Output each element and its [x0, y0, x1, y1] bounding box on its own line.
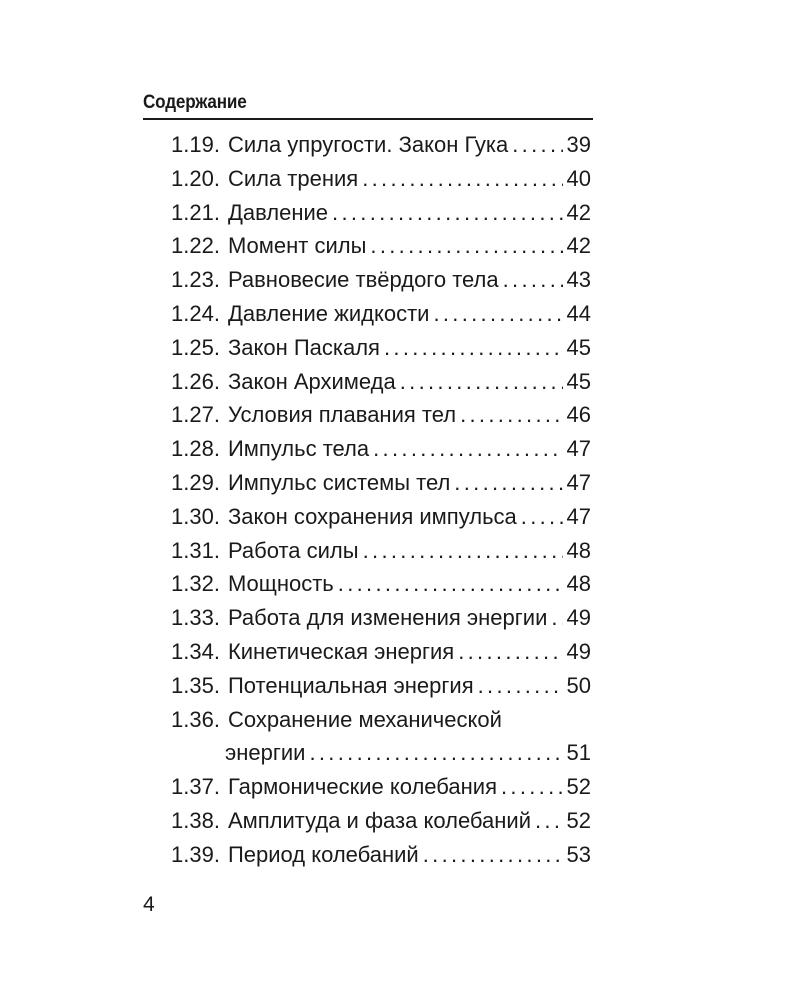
- toc-entry-line: [171, 534, 591, 568]
- toc-entry-title: Потенциальная энергия: [227, 672, 474, 698]
- toc-entry-page: 52: [566, 807, 591, 833]
- toc-entry-page: 50: [566, 672, 591, 698]
- toc-entry-page: 53: [566, 841, 591, 867]
- running-header: [143, 90, 593, 120]
- toc-entry-number: 1.27.: [171, 402, 220, 428]
- toc-entry-line: [171, 736, 591, 770]
- toc-entry-number: 1.22.: [171, 233, 220, 259]
- toc-entry-line: [171, 669, 591, 703]
- toc-entry-number: 1.29.: [171, 469, 220, 495]
- toc-entry-number: 1.26.: [171, 368, 220, 394]
- toc-entry-title: Сила трения: [227, 165, 359, 191]
- toc-entry-number: 1.19.: [171, 132, 220, 157]
- dot-leader: [400, 365, 563, 399]
- toc-entry[interactable]: [171, 838, 591, 872]
- toc-entry-number: 1.38.: [171, 807, 220, 833]
- toc-entry-title: Равновесие твёрдого тела: [227, 267, 499, 293]
- toc-entry-number: 1.31.: [171, 537, 220, 563]
- toc-entry-page: 49: [566, 638, 591, 664]
- dot-leader: [309, 736, 562, 770]
- toc-entry-page: 48: [566, 537, 591, 563]
- page-number: 4: [143, 893, 155, 916]
- toc-entry[interactable]: [171, 567, 591, 601]
- toc-entry-line: [171, 365, 591, 399]
- toc-entry-page: 43: [566, 267, 591, 293]
- dot-leader: [454, 466, 562, 500]
- toc-entry-number: 1.33.: [171, 605, 220, 631]
- toc-entry-title: Гармонические колебания: [227, 774, 497, 800]
- toc-entry[interactable]: [171, 263, 591, 297]
- dot-leader: [478, 669, 563, 703]
- toc-entry-title: Сила упругости. Закон Гука: [227, 132, 509, 157]
- toc-entry-page: 47: [566, 503, 591, 529]
- toc-entry-line: [171, 398, 591, 432]
- toc-entry[interactable]: [171, 601, 591, 635]
- toc-entry-line: [171, 703, 591, 737]
- toc-entry-title: Закон сохранения импульса: [227, 503, 517, 529]
- toc-entry[interactable]: [171, 297, 591, 331]
- dot-leader: [373, 432, 562, 466]
- dot-leader: [423, 838, 563, 872]
- toc-entry-title: Сохранение механической: [227, 706, 502, 732]
- toc-entry-page: 44: [566, 300, 591, 326]
- toc-entry[interactable]: [171, 635, 591, 669]
- toc-entry-title: Мощность: [227, 571, 334, 597]
- toc-entry-line: [171, 162, 591, 196]
- toc-entry-page: 40: [566, 165, 591, 191]
- toc-entry-line: [171, 770, 591, 804]
- dot-leader: [521, 500, 563, 534]
- toc-entry[interactable]: [171, 534, 591, 568]
- toc-entry-line: [171, 804, 591, 838]
- dot-leader: [363, 534, 563, 568]
- toc-entry-title: Кинетическая энергия: [227, 638, 455, 664]
- toc-entry-number: 1.28.: [171, 436, 220, 462]
- toc-entry-title-continued: энергии: [225, 740, 306, 766]
- toc-entry-title: Работа силы: [227, 537, 359, 563]
- toc-entry-page: 52: [566, 774, 591, 800]
- toc-entry-line: [171, 567, 591, 601]
- toc-entry[interactable]: [171, 466, 591, 500]
- toc-entry-page: 45: [566, 368, 591, 394]
- dot-leader: [370, 229, 562, 263]
- toc-entry-page: 46: [566, 402, 591, 428]
- toc-entry[interactable]: [171, 229, 591, 263]
- toc-entry-line: [171, 601, 591, 635]
- toc-entry[interactable]: [171, 703, 591, 771]
- dot-leader: [338, 567, 563, 601]
- dot-leader: [535, 804, 563, 838]
- dot-leader: [460, 398, 562, 432]
- toc-entry-page: 47: [566, 469, 591, 495]
- toc-entry[interactable]: [171, 162, 591, 196]
- toc-entry-page: 45: [566, 334, 591, 360]
- toc-entry[interactable]: [171, 804, 591, 838]
- toc-entry-title: Закон Паскаля: [227, 334, 380, 360]
- toc-entry-number: 1.30.: [171, 503, 220, 529]
- toc-entry-number: 1.35.: [171, 672, 220, 698]
- toc-entry-title: Работа для изменения энергии: [227, 605, 548, 631]
- toc-entry-line: [171, 263, 591, 297]
- toc-entry-number: 1.25.: [171, 334, 220, 360]
- toc-entry-number: 1.36.: [171, 706, 220, 732]
- table-of-contents: [171, 128, 591, 872]
- toc-entry-page: 42: [566, 199, 591, 225]
- toc-entry[interactable]: [171, 398, 591, 432]
- dot-leader: [384, 331, 563, 365]
- toc-entry-number: 1.37.: [171, 774, 220, 800]
- toc-entry-title: Давление жидкости: [227, 300, 430, 326]
- toc-entry[interactable]: [171, 196, 591, 230]
- toc-entry-line: [171, 297, 591, 331]
- toc-entry-line: [171, 128, 591, 162]
- toc-entry-number: 1.24.: [171, 300, 220, 326]
- toc-entry[interactable]: [171, 331, 591, 365]
- toc-entry-page: 42: [566, 233, 591, 259]
- header-title: Содержание: [143, 92, 247, 113]
- toc-entry-line: [171, 838, 591, 872]
- dot-leader: [433, 297, 562, 331]
- toc-entry-number: 1.21.: [171, 199, 220, 225]
- toc-entry[interactable]: [171, 128, 591, 162]
- toc-entry-page: 48: [566, 571, 591, 597]
- toc-entry-line: [171, 432, 591, 466]
- toc-entry[interactable]: [171, 365, 591, 399]
- toc-entry-title: Период колебаний: [227, 841, 419, 867]
- toc-entry-number: 1.34.: [171, 638, 220, 664]
- toc-entry-title: Условия плавания тел: [227, 402, 457, 428]
- toc-entry-number: 1.39.: [171, 841, 220, 867]
- toc-entry-title: Закон Архимеда: [227, 368, 396, 394]
- toc-entry-line: [171, 635, 591, 669]
- toc-entry-page: 47: [566, 436, 591, 462]
- toc-entry-number: 1.23.: [171, 267, 220, 293]
- toc-entry-line: [171, 466, 591, 500]
- toc-entry-line: [171, 500, 591, 534]
- toc-entry-title: Импульс системы тел: [227, 469, 451, 495]
- toc-entry[interactable]: [171, 432, 591, 466]
- toc-entry-title: Момент силы: [227, 233, 367, 259]
- toc-entry[interactable]: [171, 500, 591, 534]
- toc-entry-page: 51: [566, 740, 591, 766]
- toc-entry[interactable]: [171, 770, 591, 804]
- toc-entry-number: 1.20.: [171, 165, 220, 191]
- dot-leader: [503, 263, 563, 297]
- toc-entry-page: 39: [566, 132, 591, 157]
- dot-leader: [362, 162, 562, 196]
- toc-entry-title: Импульс тела: [227, 436, 370, 462]
- toc-entry-line: [171, 229, 591, 263]
- toc-entry[interactable]: [171, 669, 591, 703]
- toc-entry-title: Амплитуда и фаза колебаний: [227, 807, 531, 833]
- toc-entry-title: Давление: [227, 199, 329, 225]
- dot-leader: [458, 635, 562, 669]
- dot-leader: [501, 770, 563, 804]
- dot-leader: [512, 128, 562, 162]
- toc-entry-number: 1.32.: [171, 571, 220, 597]
- dot-leader: [332, 196, 563, 230]
- toc-entry-line: [171, 196, 591, 230]
- dot-leader: [551, 601, 562, 635]
- toc-entry-page: 49: [566, 605, 591, 631]
- toc-entry-line: [171, 331, 591, 365]
